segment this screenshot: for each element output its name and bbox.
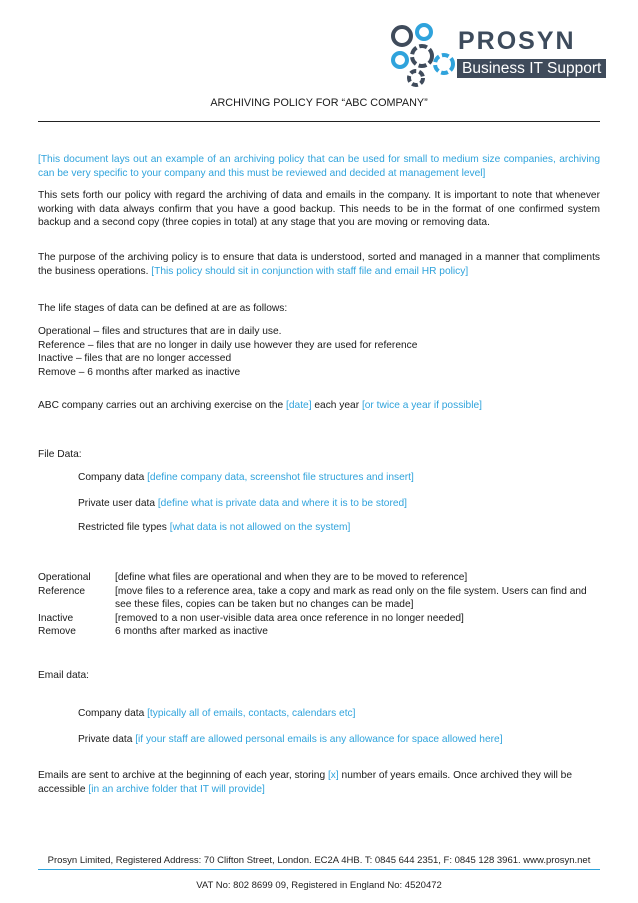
file-data-item [78,471,598,485]
item-note: [if your staff are allowed personal emails is any allowance for space allowed here] [135,734,503,745]
email-archive-paragraph [38,769,600,796]
table-row [38,625,600,639]
row-value: 6 months after marked as inactive [115,626,268,637]
archive-text: Emails are sent to archive at the beginning of each year, storing [38,770,328,781]
email-data-item [78,733,598,747]
circles-logo-icon [388,22,458,88]
file-data-item [78,521,598,535]
email-data-heading: Email data: [38,670,89,681]
policy-paragraph-1: This sets forth our policy with regard the archiving of data and emails in the company. It is important to note that whenever working with data always confirm that you have a good backup. This needs to be in the format of one confirmed system backup and a second copy (three copies in total) at any stage that you are moving or removing data. [38,190,600,228]
purpose-note: [This policy should sit in conjunction with staff file and email HR policy] [151,265,469,277]
stages-list [38,325,600,379]
list-item: Remove – 6 months after marked as inactive [38,366,241,378]
item-label: Company data [78,708,148,719]
footer-divider [38,869,600,870]
exercise-date-note: [date] [286,400,312,411]
row-key: Inactive [38,612,74,624]
item-note: [define what is private data and where it is to be stored] [157,498,408,509]
exercise-line [38,399,600,413]
item-note: [define company data, screenshot file structures and insert] [147,472,414,483]
email-data-item [78,707,598,721]
logo-name: PROSYN [458,27,576,55]
archive-note: [in an archive folder that IT will provide] [88,783,265,795]
row-value: [define what files are operational and when they are to be moved to reference] [115,572,468,583]
intro-note: [This document lays out an example of an archiving policy that can be used for small to medium size companies, archiving can be very specific to your company and this must be reviewed and decided at management level] [38,154,600,179]
table-row [38,612,600,626]
exercise-text-2: each year [311,400,362,411]
item-label: Private data [78,734,136,745]
item-label: Company data [78,472,148,483]
prosyn-logo [388,22,613,88]
purpose-text: The purpose of the archiving policy is to ensure that data is understood, sorted and managed in a manner that compliments the business operations. [38,252,600,277]
stage-definitions-table [38,571,600,639]
title-divider [38,121,600,122]
item-label: Restricted file types [78,522,170,533]
logo-tagline: Business IT Support [457,59,606,78]
row-value: [removed to a non user-visible data area once reference in no longer needed] [115,612,464,624]
document-title: ARCHIVING POLICY FOR “ABC COMPANY” [210,97,428,109]
row-key: Operational [38,572,91,583]
exercise-text: ABC company carries out an archiving exercise on the [38,400,287,411]
row-key: Reference [38,585,86,597]
archive-text-2: number of years emails. Once archived they will be accessible [38,770,573,795]
row-value: [move files to a reference area, take a copy and mark as read only on the file system. Users can find and see these files, copies can be taken but no changes can be made] [115,585,587,610]
list-item: Inactive – files that are no longer accessed [38,353,232,364]
file-data-item [78,497,598,511]
table-row [38,571,600,585]
item-note: [what data is not allowed on the system] [169,522,351,533]
item-note: [typically all of emails, contacts, calendars etc] [147,708,356,719]
stages-intro: The life stages of data can be defined at are as follows: [38,303,288,314]
archive-x-note: [x] [327,770,339,781]
table-row [38,585,600,612]
list-item: Operational – files and structures that are in daily use. [38,326,282,337]
file-data-heading: File Data: [38,449,82,460]
list-item: Reference – files that are no longer in daily use however they are used for reference [38,339,418,351]
policy-paragraph-2 [38,251,600,278]
exercise-note: [or twice a year if possible] [361,400,482,411]
row-key: Remove [38,626,76,637]
footer-address: Prosyn Limited, Registered Address: 70 Clifton Street, London. EC2A 4HB. T: 0845 644 2351, F: 0845 128 3961. www.prosyn.net [47,855,591,866]
footer-registration: VAT No: 802 8699 09, Registered in England No: 4520472 [196,880,442,891]
item-label: Private user data [78,498,158,509]
